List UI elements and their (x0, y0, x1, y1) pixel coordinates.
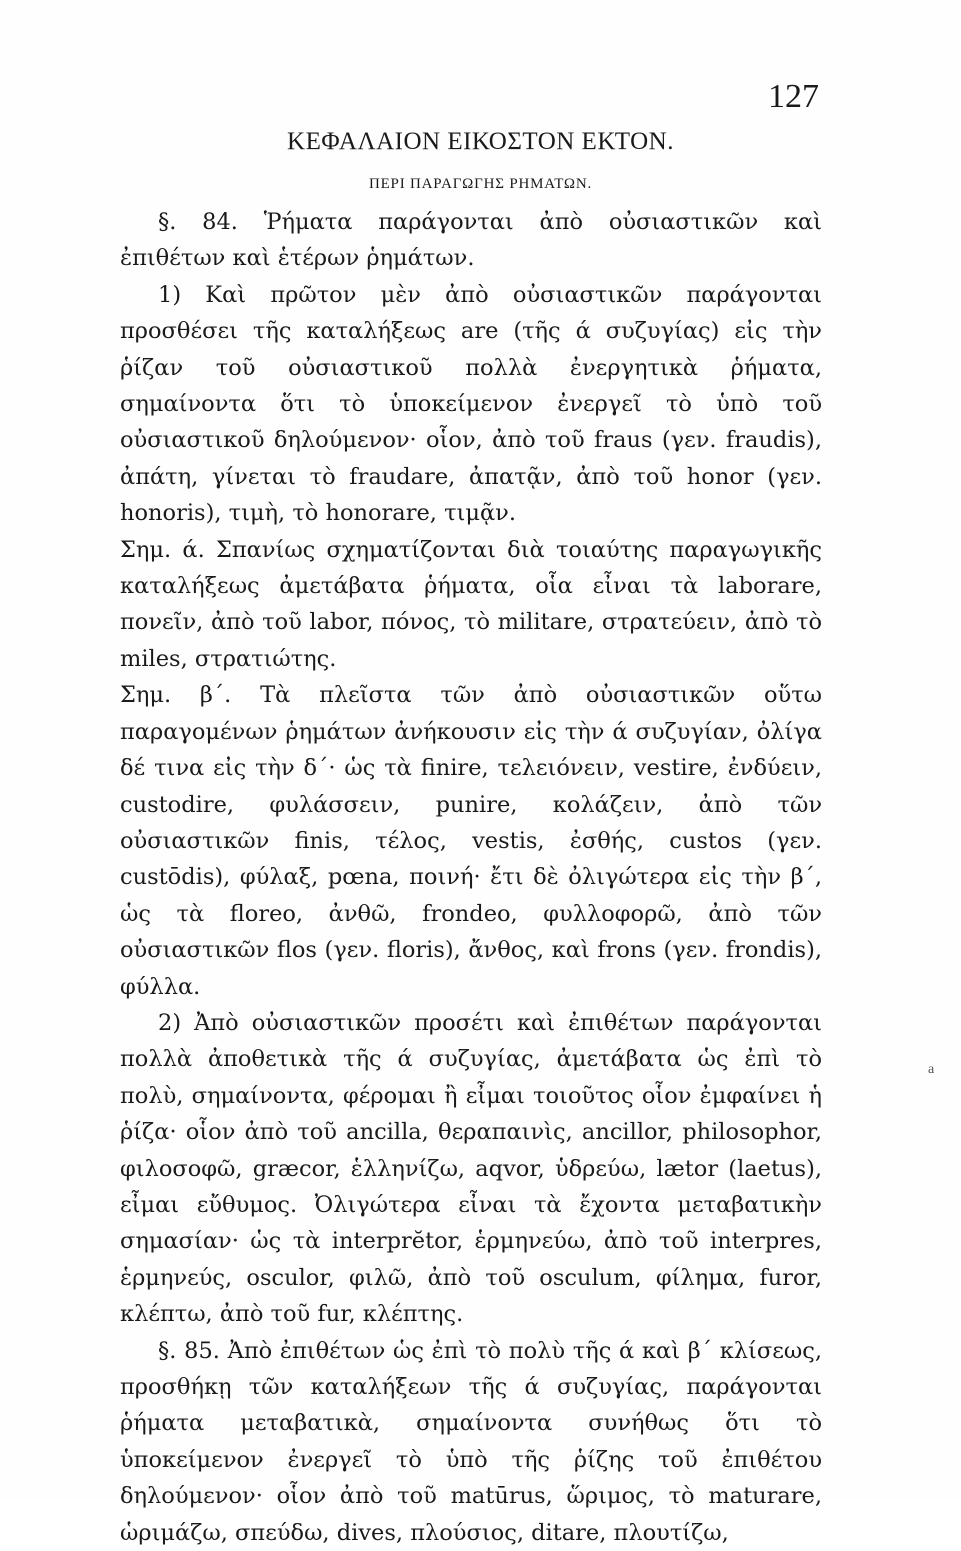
chapter-title: ΚΕΦΑΛΑΙΟΝ ΕΙΚΟΣΤΟΝ ΕΚΤΟΝ. (287, 128, 674, 155)
margin-mark: a (928, 1062, 935, 1077)
paragraph-rule-2: 2) Ἀπὸ οὐσιαστικῶν προσέτι καὶ ἐπιθέτων παράγονται πολλὰ ἀποθετικὰ τῆς ά συζυγίας, ἀμετάβατα ὡς ἐπὶ τὸ πολὺ, σημαίνοντα, φέρομαι ἢ εἶμαι τοιοῦτος οἷον ἐμφαίνει ἡ ῥίζα· οἷον ἀπὸ τοῦ ancilla, θεραπαινὶς, ancillor, philosophor, φιλοσοφῶ, græcor, ἑλληνίζω, aqvor, ὑδρεύω, lætor (laetus), εἶμαι εὔθυμος. Ὀλιγώτερα εἶναι τὰ ἔχοντα μεταβατικὴν σημασίαν· ὡς τὰ interprĕtor, ἑρμηνεύω, ἀπὸ τοῦ interpres, ἑρμηνεύς, osculor, φιλῶ, ἀπὸ τοῦ osculum, φίλημα, furor, κλέπτω, ἀπὸ τοῦ fur, κλέπτης. (120, 1009, 822, 1328)
paragraph-section-84: §. 84. Ῥήματα παράγονται ἀπὸ οὐσιαστικῶν καὶ ἐπιθέτων καὶ ἑτέρων ῥημάτων. (120, 209, 822, 272)
body-text (120, 204, 822, 1551)
paragraph-section-85: §. 85. Ἀπὸ ἐπιθέτων ὡς ἐπὶ τὸ πολὺ τῆς ά καὶ β΄ κλίσεως, προσθήκῃ τῶν καταλήξεων τῆς ά συζυγίας, παράγονται ῥήματα μεταβατικὰ, σημαίνοντα συνήθως ὅτι τὸ ὑποκείμενον ἐνεργεῖ τὸ ὑπὸ τῆς ῥίζης τοῦ ἐπιθέτου δηλούμενον· οἷον ἀπὸ τοῦ matūrus, ὥριμος, τὸ maturare, ὡριμάζω, σπεύδω, dives, πλούσιος, ditare, πλουτίζω, (120, 1337, 822, 1546)
chapter-subtitle: ΠΕΡΙ ΠΑΡΑΓΩΓΗΣ ΡΗΜΑΤΩΝ. (368, 176, 593, 192)
page-number: 127 (768, 78, 819, 115)
paragraph-rule-1: 1) Καὶ πρῶτον μὲν ἀπὸ οὐσιαστικῶν παράγονται προσθέσει τῆς καταλήξεως are (τῆς ά συζυγίας) εἰς τὴν ῥίζαν τοῦ οὐσιαστικοῦ πολλὰ ἐνεργητικὰ ῥήματα, σημαίνοντα ὅτι τὸ ὑποκείμενον ἐνεργεῖ τὸ ὑπὸ τοῦ οὐσιαστικοῦ δηλούμενον· οἷον, ἀπὸ τοῦ fraus (γεν. fraudis), ἀπάτη, γίνεται τὸ fraudare, ἀπατᾷν, ἀπὸ τοῦ honor (γεν. honoris), τιμὴ, τὸ honorare, τιμᾷν. (120, 281, 822, 527)
paragraph-note-b: Σημ. β΄. Τὰ πλεῖστα τῶν ἀπὸ οὐσιαστικῶν οὕτω παραγομένων ῥημάτων ἀνήκουσιν εἰς τὴν ά συζυγίαν, ὀλίγα δέ τινα εἰς τὴν δ΄· ὡς τὰ finire, τελειόνειν, vestire, ἐνδύειν, custodire, φυλάσσειν, punire, κολάζειν, ἀπὸ τῶν οὐσιαστικῶν finis, τέλος, vestis, ἐσθής, custos (γεν. custōdis), φύλαξ, pœna, ποινή· ἔτι δὲ ὀλιγώτερα εἰς τὴν β΄, ὡς τὰ floreo, ἀνθῶ, frondeo, φυλλοφορῶ, ἀπὸ τῶν οὐσιαστικῶν flos (γεν. floris), ἄνθος, καὶ frons (γεν. frondis), φύλλα. (120, 682, 822, 1000)
paragraph-note-a: Σημ. ά. Σπανίως σχηματίζονται διὰ τοιαύτης παραγωγικῆς καταλήξεως ἀμετάβατα ῥήματα, οἷα εἶναι τὰ laborare, πονεῖν, ἀπὸ τοῦ labor, πόνος, τὸ militare, στρατεύειν, ἀπὸ τὸ miles, στρατιώτης. (120, 536, 822, 672)
